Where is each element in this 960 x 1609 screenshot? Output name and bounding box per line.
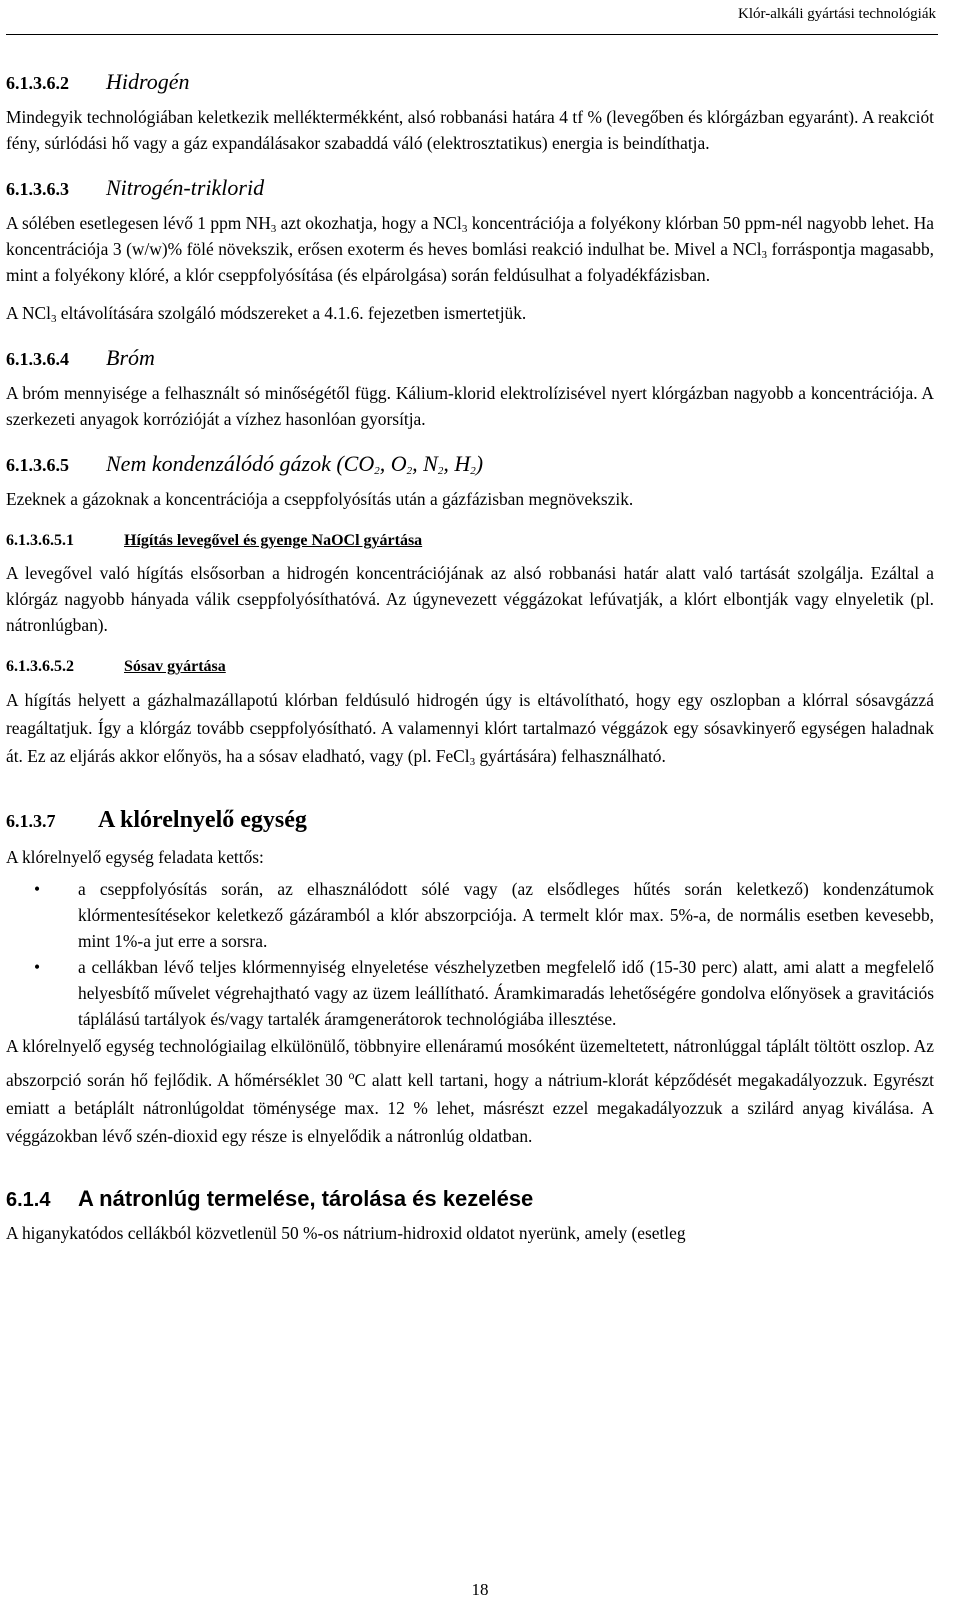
heading-number: 6.1.3.6.2 xyxy=(6,73,69,93)
heading-hidrogen xyxy=(6,68,934,98)
heading-higitas xyxy=(6,530,934,552)
heading-number: 6.1.3.6.5.2 xyxy=(6,658,74,675)
paragraph-ncl3-2: A NCl$_3$ eltávolítására szolgáló módszereket a 4.1.6. fejezetben ismertetjük. xyxy=(6,303,527,325)
bullet-list xyxy=(6,876,934,1032)
paragraph-hidrogen: Mindegyik technológiában keletkezik melléktermékként, alsó robbanási határa 4 tf % (levegőben és klórgázban egyaránt). A reakciót fény, súrlódási hő vagy a gáz expandálásakor szabaddá váló (elektrosztatikus) energia is beindíthatja. xyxy=(6,107,934,153)
heading-brom xyxy=(6,344,934,374)
heading-sosav xyxy=(6,656,934,678)
bullet-icon: • xyxy=(34,879,41,899)
bullet-icon: • xyxy=(34,957,41,977)
header-rule xyxy=(6,34,938,35)
heading-title: A klórelnyelő egység xyxy=(98,807,307,833)
heading-number: 6.1.3.7 xyxy=(6,811,56,831)
heading-number: 6.1.4 xyxy=(6,1188,51,1211)
heading-title: Hidrogén xyxy=(106,69,190,94)
paragraph-klorelnyelo: A klórelnyelő egység technológiailag elkülönülő, többnyire ellenáramú mosóként üzemeltetett, nátronlúggal táplált töltött oszlop. Az abszorpció során hő fejlődik. A hőmérséklet 30 $^o$C alatt kell tartani, hogy a nátrium-klorát képződését megakadályozzuk. Egyrészt emiatt a betáplált nátronlúgoldat töménysége max. 12 % lehet, másrészt ezzel megakadályozzuk a szilárd anyag kiválása. A véggázokban lévő szén-dioxid egy része is elnyelődik a nátronlúg oldatban. xyxy=(6,1036,934,1147)
paragraph-sosav: A hígítás helyett a gázhalmazállapotú klórban feldúsuló hidrogén úgy is eltávolítható, hogy egy oszlopban a klórral sósavgázzá reagáltatjuk. Így a klórgáz tovább cseppfolyósítható. A valamennyi klórt tartalmazó véggázok egy sósavkinyerő egységen haladnak át. Ez az eljárás akkor előnyös, ha a sósav eladható, vagy (pl. FeCl$_3$ gyártására) felhasználható. xyxy=(6,690,934,768)
heading-natronlug xyxy=(6,1185,934,1214)
heading-nem-kondenzalodo-gazok xyxy=(6,450,934,480)
paragraph-klorelnyelo-intro: A klórelnyelő egység feladata kettős: xyxy=(6,847,264,867)
page-number: 18 xyxy=(471,1580,489,1599)
heading-title: Bróm xyxy=(106,345,155,370)
heading-title: Hígítás levegővel és gyenge NaOCl gyártása xyxy=(124,532,423,549)
paragraph-natronlug: A higanykatódos cellákból közvetlenül 50 %-os nátrium-hidroxid oldatot nyerünk, amely (esetleg xyxy=(6,1222,686,1243)
heading-title: Nem kondenzálódó gázok ($CO_2$, $O_2$, $N_2$, $H_2$) xyxy=(106,451,484,477)
list-item: • a cellákban lévő teljes klórmennyiség elnyeletése vészhelyzetben megfelelő idő (15-30 perc) alatt, ami alatt a megfelelő helyesbítő művelet végrehajtható vagy az üzem leállítható. Áramkimaradás lehetőségére gondolva előnyösek a gravitációs táplálású tartályok és/vagy tartalék áramgenerátorok technológiába illesztése. xyxy=(6,954,934,1032)
running-header: Klór-alkáli gyártási technológiák xyxy=(738,6,936,22)
heading-number: 6.1.3.6.5 xyxy=(6,455,69,475)
heading-number: 6.1.3.6.4 xyxy=(6,349,69,369)
heading-title: Sósav gyártása xyxy=(124,658,226,675)
heading-nitrogen-triklorid xyxy=(6,174,934,204)
list-item: • a cseppfolyósítás során, az elhasználódott sólé vagy (az elsődleges hűtés során keletkező) kondenzátumok klórmentesítésekor keletkező gázáramból a klór abszorpciója. A termelt klór max. 5%-a, de normális esetben kevesebb, mint 1%-a jut erre a sorsra. xyxy=(6,876,934,954)
paragraph-higitas: A levegővel való hígítás elsősorban a hidrogén koncentrációjának az alsó robbanási határ alatt való tartását szolgálja. Ezáltal a klórgáz nagyobb hányada válik cseppfolyósíthatóvá. Az úgynevezett véggázokat lefúvatják, a klórt elbontják vagy elnyeletik (pl. nátronlúgban). xyxy=(6,563,934,635)
paragraph-ncl3-1: A sólében esetlegesen lévő 1 ppm $NH_3$ azt okozhatja, hogy a NCl$_3$ koncentrációja a folyékony klórban 50 ppm-nél nagyobb lehet. Ha koncentrációja 3 (w/w)% fölé növekszik, erősen exoterm és heves bomlási reakció indulhat be. Mivel a NCl$_3$ forráspontja magasabb, mint a folyékony klóré, a klór cseppfolyósítása (és elpárolgása) során feldúsulhat a folyadékfázisban. xyxy=(6,213,934,285)
page-content xyxy=(6,68,934,1246)
heading-title: Nitrogén-triklorid xyxy=(106,175,265,200)
heading-number: 6.1.3.6.5.1 xyxy=(6,532,74,549)
heading-klorelnyelo xyxy=(6,806,934,836)
paragraph-gazok: Ezeknek a gázoknak a koncentrációja a cseppfolyósítás után a gázfázisban megnövekszik. xyxy=(6,489,634,509)
heading-title: A nátronlúg termelése, tárolása és kezelése xyxy=(78,1185,534,1211)
paragraph-brom: A bróm mennyisége a felhasznált só minőségétől függ. Kálium-klorid elektrolízisével nyert klórgázban nagyobb a koncentrációja. A szerkezeti anyagok korrózióját a vízhez hasonlóan gyorsítja. xyxy=(6,383,934,429)
heading-number: 6.1.3.6.3 xyxy=(6,179,69,199)
